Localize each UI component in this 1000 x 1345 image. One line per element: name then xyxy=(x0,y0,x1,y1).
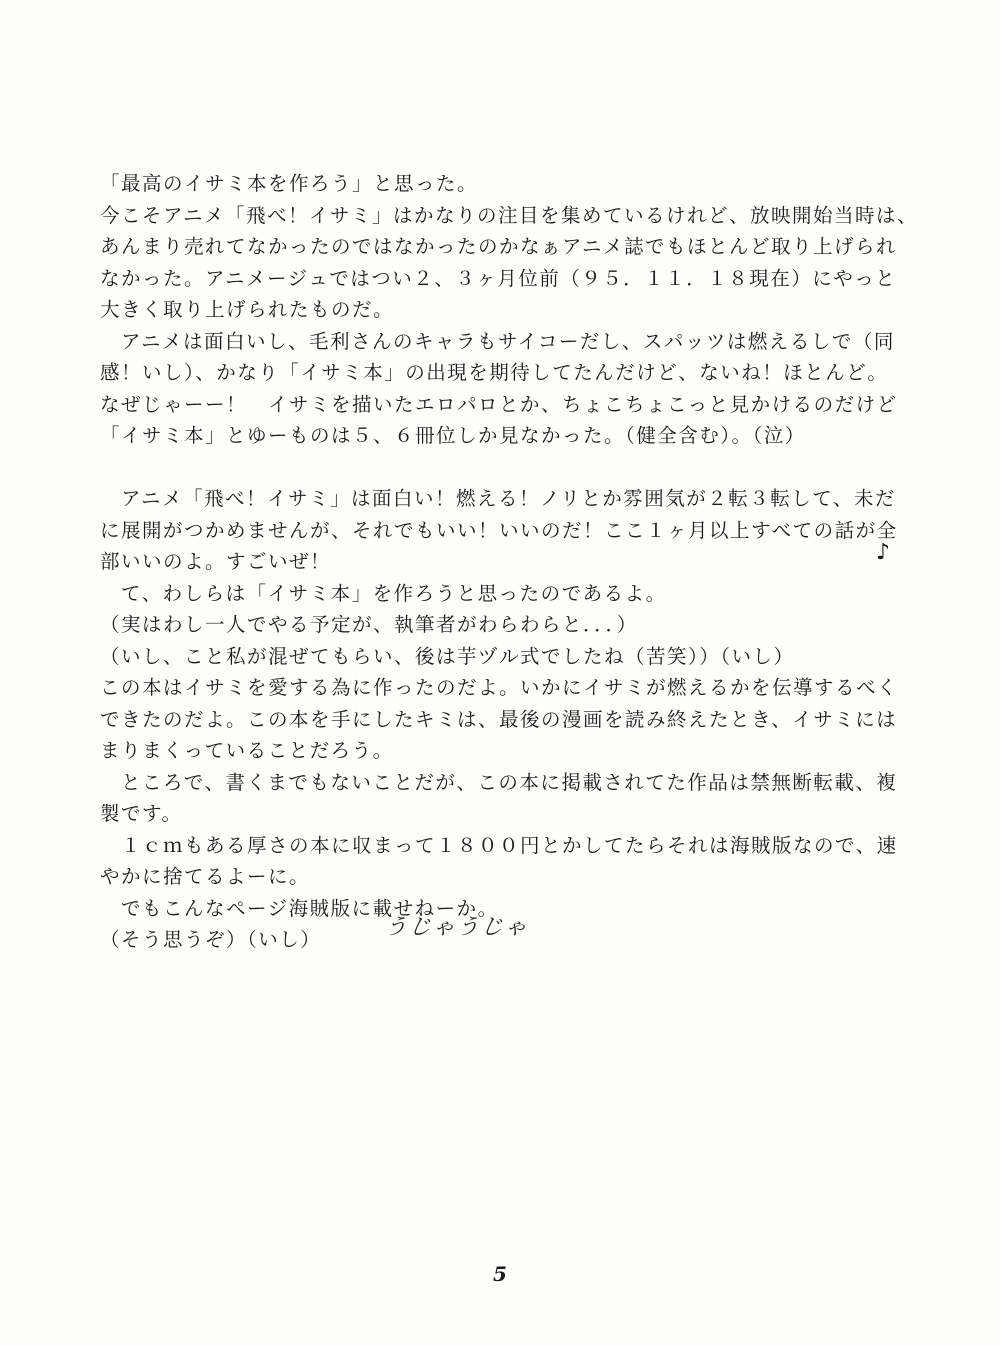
text-line: まりまくっていることだろう。 xyxy=(100,739,394,762)
text-line: （いし、こと私が混ぜてもらい、後は芋ヅル式でしたね（苦笑））（いし） xyxy=(100,644,795,668)
text-line: やかに捨てるよーに。 xyxy=(100,865,311,888)
text-line: ところで、書くまでもないことだが、この本に掲載されてた作品は禁無断転載、複 xyxy=(100,770,898,794)
text-line: 部いいのよ。すごいぜ！ xyxy=(100,550,332,573)
text-line: て、わしらは「イサミ本」を作ろうと思ったのであるよ。 xyxy=(100,581,667,605)
text-line: アニメ「飛べ！イサミ」は面白い！燃える！ノリとか雰囲気が２転３転して、未だ xyxy=(100,487,896,510)
text-line: 大きく取り上げられたものだ。 xyxy=(100,298,395,321)
text-line: 感！いし）、かなり「イサミ本」の出現を期待してたんだけど、ないね！ほとんど。 xyxy=(100,361,889,384)
text-line: （そう思うぞ）（いし） xyxy=(100,928,322,951)
text-line: でもこんなページ海賊版に載せねーか。 xyxy=(100,896,499,920)
paragraph-gap xyxy=(100,452,930,484)
text-line: 今こそアニメ「飛べ！イサミ」はかなりの注目を集めているけれど、放映開始当時は、 xyxy=(100,203,919,227)
text-line: に展開がつかめませんが、それでもいい！いいのだ！ここ１ヶ月以上すべての話が全 xyxy=(100,518,898,542)
text-line: 「イサミ本」とゆーものは５、６冊位しか見なかった。（健全含む）。（泣） xyxy=(100,424,806,447)
text-line: 製です。 xyxy=(100,802,183,825)
handwritten-signature: うじゃうじゃ xyxy=(382,915,531,940)
text-line: １ｃｍもある厚さの本に収まって１８００円とかしてたらそれは海賊版なので、速 xyxy=(100,833,898,857)
text-line: なぜじゃーー！ イサミを描いたエロパロとか、ちょこちょこっと見かけるのだけど xyxy=(100,392,898,416)
text-line: この本はイサミを愛する為に作ったのだよ。いかにイサミが燃えるかを伝導するべく xyxy=(100,676,899,699)
body-text xyxy=(100,168,930,956)
text-line: 「最高のイサミ本を作ろう」と思った。 xyxy=(100,172,479,195)
text-line: （実はわし一人でやる予定が、執筆者がわらわらと．．．） xyxy=(100,613,638,636)
text-line: なかった。アニメージュではつい２、３ヶ月位前（９５．１１．１８現在）にやっと xyxy=(100,266,897,290)
text-line: アニメは面白いし、毛利さんのキャラもサイコーだし、スパッツは燃えるしで（同 xyxy=(100,329,895,353)
text-line: あんまり売れてなかったのではなかったのかなぁアニメ誌でもほとんど取り上げられ xyxy=(100,235,898,258)
music-note-icon: ♪ xyxy=(876,540,891,565)
page-number: 5 xyxy=(493,1262,507,1286)
text-line: できたのだよ。この本を手にしたキミは、最後の漫画を読み終えたとき、イサミには xyxy=(100,707,898,731)
